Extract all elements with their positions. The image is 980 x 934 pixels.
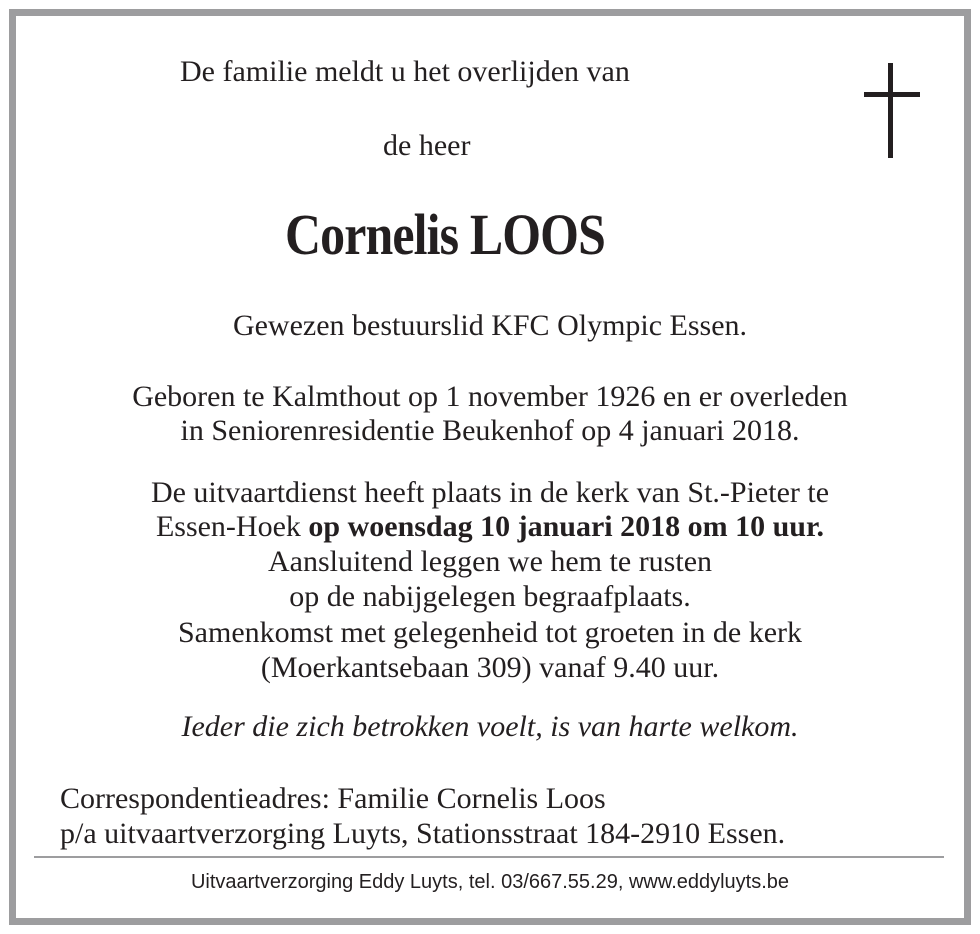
correspondence-line-2: p/a uitvaartverzorging Luyts, Stationsstraat 184-2910 Essen. <box>60 817 786 850</box>
intro-text: De familie meldt u het overlijden van <box>180 55 630 88</box>
correspondence-line-1: Correspondentieadres: Familie Cornelis Loos <box>60 782 606 815</box>
birth-text-line-1: Geboren te Kalmthout op 1 november 1926 en er overleden <box>132 380 848 413</box>
role-text: Gewezen bestuurslid KFC Olympic Essen. <box>232 309 748 342</box>
service-text-line-4: op de nabijgelegen begraafplaats. <box>289 580 691 613</box>
service-text-line-2 <box>0 509 980 545</box>
deceased-name: Cornelis LOOS <box>284 202 606 267</box>
funeral-home-footer: Uitvaartverzorging Eddy Luyts, tel. 03/667.55.29, www.eddyluyts.be <box>190 871 790 893</box>
service-text-line-6: (Moerkantsebaan 309) vanaf 9.40 uur. <box>260 651 720 684</box>
service-date-time: op woensdag 10 januari 2018 om 10 uur. <box>308 510 825 543</box>
service-text-line-1: De uitvaartdienst heeft plaats in de kerk van St.-Pieter te <box>150 476 830 509</box>
footer-divider <box>34 856 944 858</box>
service-text-line-3: Aansluitend leggen we hem te rusten <box>267 545 713 578</box>
birth-text-line-2: in Seniorenresidentie Beukenhof op 4 januari 2018. <box>180 414 800 447</box>
welcome-text: Ieder die zich betrokken voelt, is van harte welkom. <box>181 710 799 743</box>
service-text-line-5: Samenkomst met gelegenheid tot groeten in de kerk <box>178 616 802 649</box>
honorific-text: de heer <box>383 129 471 162</box>
cross-icon <box>864 63 920 158</box>
service-location-text: Essen-Hoek <box>155 510 309 543</box>
